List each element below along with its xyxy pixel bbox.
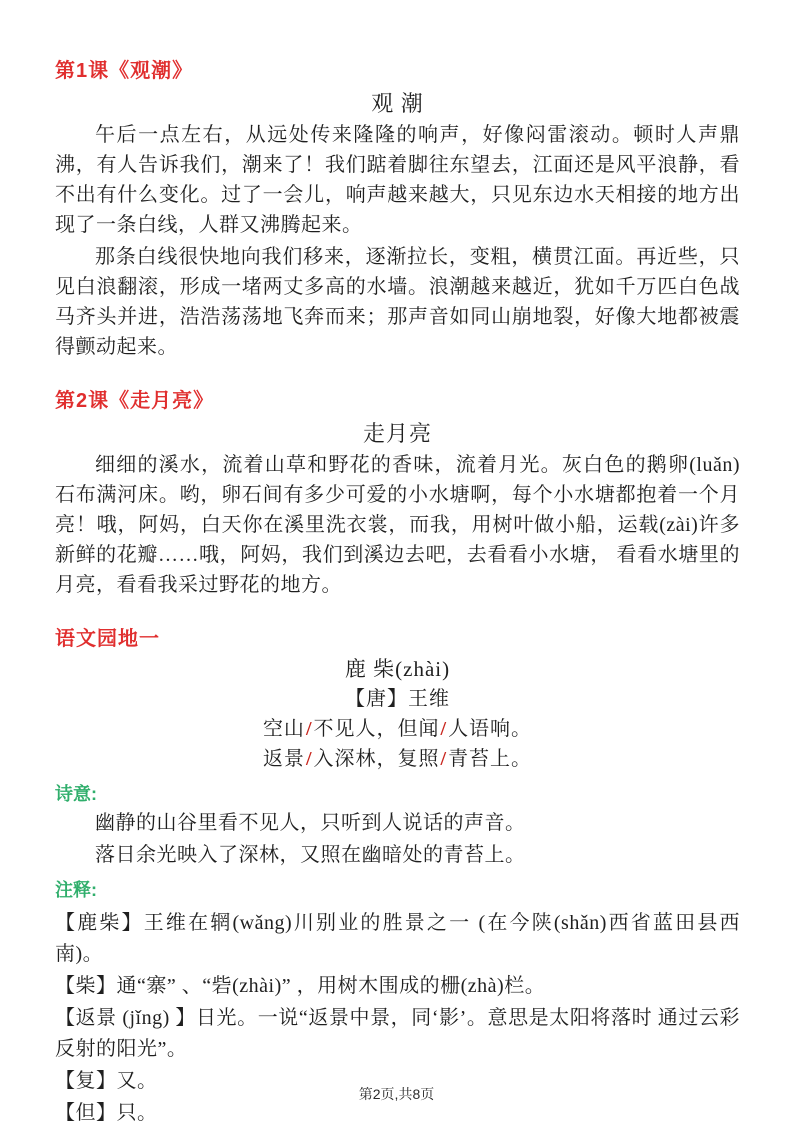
lesson2-paragraph-1: 细细的溪水，流着山草和野花的香味，流着月光。灰白色的鹅卵(luǎn)石布满河床。哟，卵石间有多少可爱的小水塘啊，每个小水塘都抱着一个月亮！哦，阿妈，白天你在溪里洗衣裳，而我，用树叶做小船，运载(zài)许多新鲜的花瓣……哦，阿妈，我们到溪边去吧，去看看小水塘， 看看水塘里的月亮，看看我采过野花的地方。 <box>55 454 740 596</box>
note-item-luchai: 【鹿柴】王维在辋(wǎng)川别业的胜景之一 (在今陕(shǎn)西省蓝田县西南)。 <box>55 912 740 965</box>
note-item-dan: 【但】只。 <box>55 1102 158 1124</box>
poem-block <box>55 654 740 774</box>
poem-segment: 返景 <box>262 748 305 770</box>
pause-slash: / <box>440 748 448 770</box>
lesson1-paragraph-1: 午后一点左右，从远处传来隆隆的响声，好像闷雷滚动。顿时人声鼎沸，有人告诉我们，潮来了！我们踮着脚往东望去，江面还是风平浪静，看不出有什么变化。过了一会儿，响声越来越大，只见东边水天相接的地方出现了一条白线，人群又沸腾起来。 <box>55 124 740 236</box>
shiyi-label: 诗意: <box>55 784 97 804</box>
lesson2-section <box>55 388 740 600</box>
poem-segment: 人语响。 <box>448 718 533 740</box>
poem-segment: 青苔上。 <box>448 748 533 770</box>
poem-line-2 <box>55 744 740 774</box>
pause-slash: / <box>305 748 313 770</box>
page-number-footer: 第2页,共8页 <box>358 1086 435 1102</box>
poem-title: 鹿 柴(zhài) <box>344 657 451 681</box>
garden-section <box>55 626 740 1129</box>
note-item-chai: 【柴】通“寨” 、“砦(zhài)” ，用树木围成的栅(zhà)栏。 <box>55 975 546 997</box>
pause-slash: / <box>440 718 448 740</box>
note-item-fu: 【复】又。 <box>55 1070 158 1092</box>
lesson1-heading: 第1课《观潮》 <box>55 60 194 82</box>
zhushi-label: 注释: <box>55 880 97 900</box>
poem-line-1 <box>55 714 740 744</box>
lesson2-text-title: 走月亮 <box>362 421 432 446</box>
poem-segment: 不见人，但闻 <box>313 718 440 740</box>
pause-slash: / <box>305 718 313 740</box>
lesson1-paragraph-2: 那条白线很快地向我们移来，逐渐拉长，变粗，横贯江面。再近些，只见白浪翻滚，形成一堵两丈多高的水墙。浪潮越来越近，犹如千万匹白色战马齐头并进，浩浩荡荡地飞奔而来；那声音如同山崩地裂，好像大地都被震得颤动起来。 <box>55 246 740 358</box>
lesson1-text-title: 观 潮 <box>371 91 424 116</box>
poem-segment: 入深林，复照 <box>313 748 440 770</box>
poem-segment: 空山 <box>262 718 305 740</box>
poem-author: 【唐】王维 <box>345 688 450 710</box>
shiyi-line-1: 幽静的山谷里看不见人，只听到人说话的声音。 <box>95 812 526 834</box>
note-item-fanjing: 【返景 (jǐng) 】日光。一说“返景中景，同‘影’。意思是太阳将落时 通过云彩反射的阳光”。 <box>55 1007 740 1060</box>
garden-heading: 语文园地一 <box>55 628 160 650</box>
shiyi-line-2: 落日余光映入了深林，又照在幽暗处的青苔上。 <box>95 844 526 866</box>
lesson2-heading: 第2课《走月亮》 <box>55 390 215 412</box>
lesson1-section <box>55 58 740 362</box>
